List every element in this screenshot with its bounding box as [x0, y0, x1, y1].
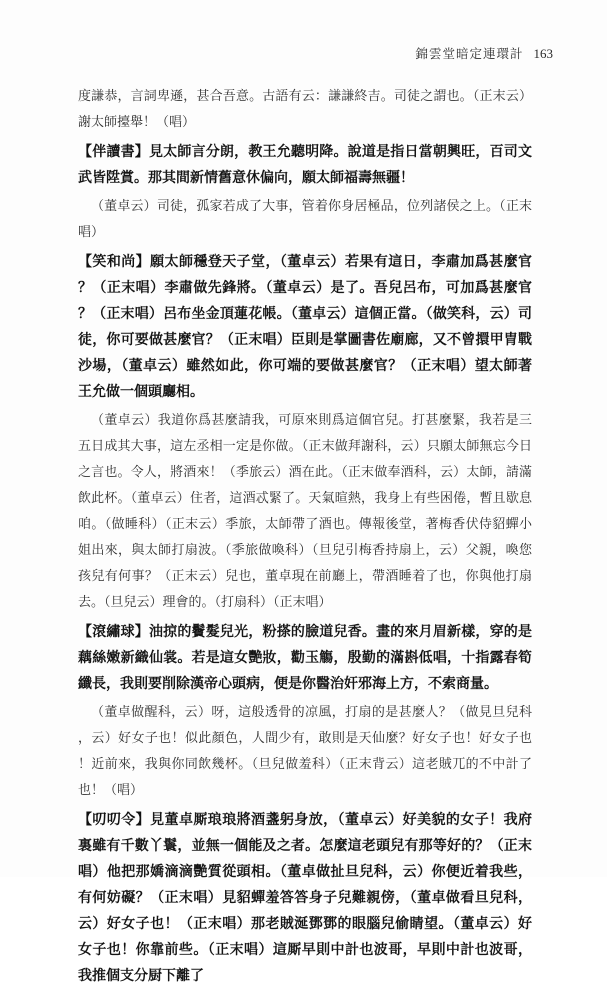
text-body [78, 84, 532, 992]
page-number: 163 [533, 46, 553, 61]
dialogue-paragraph [78, 700, 532, 804]
aria-paragraph [78, 807, 532, 989]
aria-paragraph [78, 619, 532, 697]
running-header-title: 錦雲堂暗定連環計 [415, 46, 524, 61]
paragraph-text: 見太師言分朗，教王允聽明降。說道是指日當朝興旺，百司文武皆陞賞。那其間新情舊意休偏向，願太師福壽無疆！ [78, 144, 532, 186]
aria-paragraph [78, 249, 532, 405]
aria-paragraph [78, 139, 532, 191]
tune-name: 【笑和尚】 [78, 254, 151, 270]
dialogue-paragraph [78, 408, 532, 616]
tune-name: 【叨叨令】 [78, 812, 151, 828]
tune-name: 【伴讀書】 [78, 144, 149, 160]
paragraph-text: 度謙恭，言詞卑遜，甚合吾意。古語有云：謙謙終吉。司徒之謂也。（正末云）謝太師擡舉！（唱） [78, 89, 532, 130]
paragraph-text: 油掠的鬢髮兒光，粉搽的臉道兒香。畫的來月眉新樣，穿的是藕絲嫩新織仙裳。若是這女艷妝，勸玉觴，殷勤的滿斟低唱，十指露春筍纖長，我則要削除漢帝心頭病，便是你醫治奸邪海上方，不索商量。 [78, 624, 532, 692]
paragraph-text: （董卓云）司徒，孤家若成了大事，管着你身居極品，位列諸侯之上。（正末唱） [78, 199, 532, 240]
dialogue-paragraph [78, 84, 532, 136]
dialogue-paragraph [78, 194, 532, 246]
tune-name: 【滾繡球】 [78, 624, 149, 640]
running-header [415, 44, 553, 62]
paragraph-text: （董卓云）我道你爲甚麼請我，可原來則爲這個官兒。打甚麼緊，我若是三五日成其大事，這左丞相一定是你做。（正末做拜謝科，云）只願太師無忘今日之言也。令人，將酒來！（季旅云）酒在此。（正末做奉酒科，云）太師，請滿飲此杯。（董卓云）住者，這酒忒緊了。天氣暄熱，我身上有些困倦，暫且歇息咱。（做睡科）（正末云）季旅，太師帶了酒也。傳報後堂，著梅香伏侍貂蟬小姐出來，與太師打扇波。（季旅做喚科）（旦兒引梅香持扇上，云）父親，喚您孩兒有何事？（正末云）兒也，董卓現在前廳上，帶酒睡着了也，你與他打扇去。（旦兒云）理會的。（打扇科）（正末唱） [78, 413, 532, 610]
paragraph-text: 願太師穩登天子堂，（董卓云）若果有這日，李肅加爲甚麼官？（正末唱）李肅做先鋒將。（董卓云）是了。吾兒呂布，可加爲甚麼官？（正末唱）呂布坐金頂蓮花帳。（董卓云）這個正當。（做笑科，云）司徒，你可要做甚麼官？（正末唱）臣則是掌圖書佐廟廊，又不曾擐甲胄戰沙場，（董卓云）雖然如此，你可端的要做甚麼官？（正末唱）望太師著王允做一個頭廳相。 [78, 254, 533, 400]
paragraph-text: （董卓做醒科，云）呀，這般透骨的凉風，打扇的是甚麼人？（做見旦兒科，云）好女子也！似此顏色，人間少有，敢則是天仙麼？好女子也！好女子也！近前來，我與你同飲幾杯。（旦兒做羞科）（正末背云）這老賊兀的不中計了也！（唱） [78, 705, 532, 798]
paragraph-text: 見董卓厮琅琅將酒盞躬身放，（董卓云）好美貌的女子！我府裏雖有千數丫鬟，並無一個能及之者。怎麼這老頭兒有那等好的？（正末唱）他把那嬌滴滴艷質從頭相。（董卓做扯旦兒科，云）你便近着我些，有何妨礙？（正末唱）見貂蟬羞答答身子兒難親傍，（董卓做看旦兒科，云）好女子也！（正末唱）那老賊涎鄧鄧的眼腦兒偷睛望。（董卓云）好女子也！你靠前些。（正末唱）這厮早則中計也波哥，早則中計也波哥，我推個支分厨下離了 [78, 812, 533, 984]
